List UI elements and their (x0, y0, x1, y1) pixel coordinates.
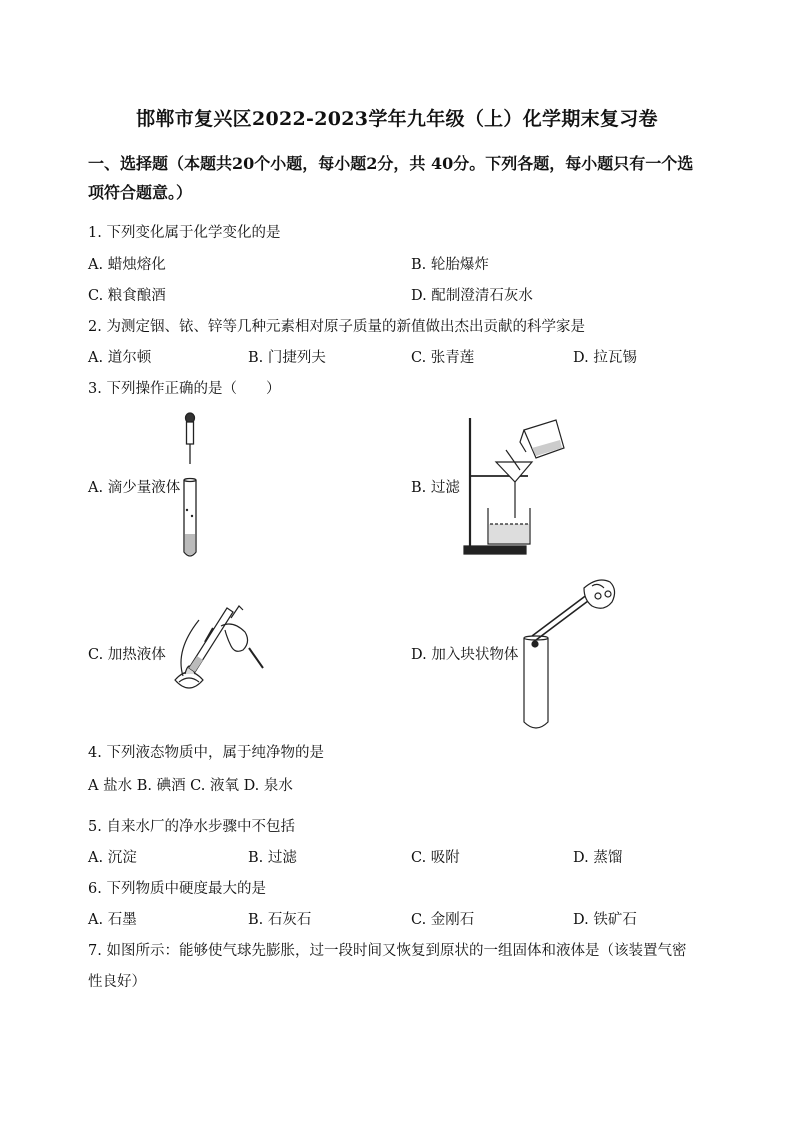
q5-option-c: C. 吸附 (411, 850, 460, 866)
question-6-stem: 6. 下列物质中硬度最大的是 (88, 881, 266, 897)
question-2-stem: 2. 为测定铟、铱、锌等几种元素相对原子质量的新值做出杰出贡献的科学家是 (88, 319, 585, 335)
q5-option-d: D. 蒸馏 (573, 850, 623, 866)
q2-option-b: B. 门捷列夫 (248, 350, 326, 366)
q5-option-b: B. 过滤 (248, 850, 297, 866)
q6-option-d: D. 铁矿石 (573, 912, 637, 928)
dropper-figure (178, 412, 214, 560)
question-3-stem: 3. 下列操作正确的是（ ） (88, 381, 281, 397)
q6-option-c: C. 金刚石 (411, 912, 475, 928)
q1-option-b: B. 轮胎爆炸 (411, 257, 489, 273)
question-1-stem: 1. 下列变化属于化学变化的是 (88, 225, 281, 241)
section-heading-line2: 项符合题意。） (88, 183, 193, 202)
q5-option-a: A. 沉淀 (88, 850, 137, 866)
q3-option-c: C. 加热液体 (88, 647, 166, 663)
q6-option-a: A. 石墨 (88, 912, 137, 928)
question-4-stem: 4. 下列液态物质中，属于纯净物的是 (88, 745, 324, 761)
section-heading-line1: 一、选择题（本题共20个小题，每小题2分，共 40分。下列各题，每小题只有一个选 (88, 154, 694, 173)
q1-option-d: D. 配制澄清石灰水 (411, 288, 533, 304)
q3-option-a: A. 滴少量液体 (88, 480, 181, 496)
q2-option-c: C. 张青莲 (411, 350, 475, 366)
filtration-figure (460, 412, 570, 557)
q4-options: A 盐水 B. 碘酒 C. 液氧 D. 泉水 (88, 778, 293, 794)
question-5-stem: 5. 自来水厂的净水步骤中不包括 (88, 819, 295, 835)
adding-solid-figure (518, 572, 618, 734)
q1-option-c: C. 粮食酿酒 (88, 288, 166, 304)
question-7-stem-line2: 性良好） (88, 974, 146, 990)
q2-option-d: D. 拉瓦锡 (573, 350, 637, 366)
q3-option-b: B. 过滤 (411, 480, 460, 496)
heating-figure (165, 598, 267, 700)
q1-option-a: A. 蜡烛熔化 (88, 257, 166, 273)
page-title: 邯郸市复兴区2022-2023学年九年级（上）化学期末复习卷 (136, 108, 658, 130)
question-7-stem-line1: 7. 如图所示：能够使气球先膨胀，过一段时间又恢复到原状的一组固体和液体是（该装置气密 (88, 943, 687, 959)
q3-option-d: D. 加入块状物体 (411, 647, 519, 663)
q6-option-b: B. 石灰石 (248, 912, 312, 928)
q2-option-a: A. 道尔顿 (88, 350, 152, 366)
